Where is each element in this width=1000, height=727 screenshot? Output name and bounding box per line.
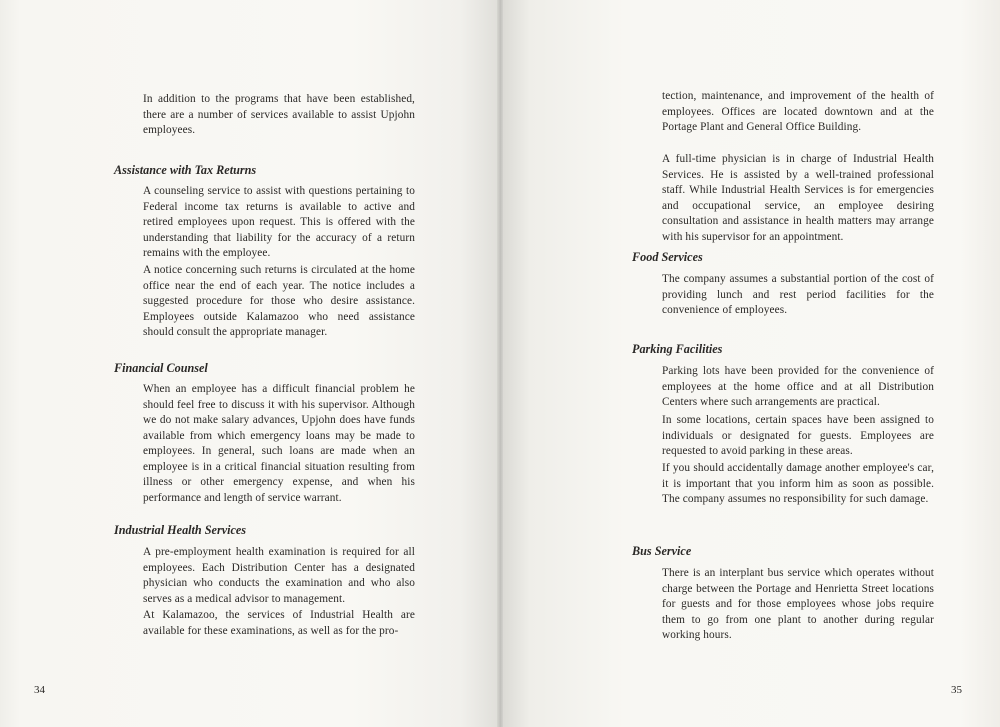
book-gutter: [497, 0, 503, 727]
tax-returns-paragraph-1: A counseling service to assist with questions pertaining to Federal income tax returns is available to active and retired employees upon request. This is offered with the understanding that liability for the accuracy of a return remains with the employee.: [143, 185, 415, 259]
parking-paragraph-2: In some locations, certain spaces have been assigned to individuals or designated for guests. Employees are requested to avoid parking in these areas.: [662, 414, 934, 457]
tax-returns-heading: Assistance with Tax Returns: [114, 163, 257, 177]
parking-facilities-heading: Parking Facilities: [632, 342, 723, 356]
industrial-health-heading: Industrial Health Services: [114, 523, 247, 537]
industrial-health-paragraph-4: A full-time physician is in charge of Industrial Health Services. He is assisted by a well-trained professional staff. While Industrial Health Services is for emergencies and occupational service, an employee desiring consultation and assistance in health matters may arrange with his supervisor for an appointment.: [662, 153, 934, 243]
food-services-paragraph: The company assumes a substantial portion of the cost of providing lunch and rest period facilities for the convenience of employees.: [662, 273, 934, 316]
intro-paragraph: In addition to the programs that have been established, there are a number of services available to assist Upjohn employees.: [143, 93, 415, 136]
page-number-right: 35: [951, 684, 962, 696]
bus-service-paragraph: There is an interplant bus service which operates without charge between the Portage and Henrietta Street locations for guests and for those employees whose jobs require them to go from one plant to another during regular working hours.: [662, 567, 934, 641]
food-services-heading: Food Services: [632, 250, 703, 264]
right-page: [500, 0, 1000, 727]
financial-counsel-heading: Financial Counsel: [114, 361, 208, 375]
parking-paragraph-3: If you should accidentally damage another employee's car, it is important that you inform him as soon as possible. The company assumes no responsibility for such damage.: [662, 462, 934, 505]
tax-returns-paragraph-2: A notice concerning such returns is circulated at the home office near the end of each year. The notice includes a suggested procedure for those who desire assistance. Employees outside Kalamazoo who need assistance should consult the appropriate manager.: [143, 264, 415, 338]
parking-paragraph-1: Parking lots have been provided for the convenience of employees at the home office and at all Distribution Centers where such arrangements are practical.: [662, 365, 934, 408]
page-number-left: 34: [34, 684, 45, 696]
industrial-health-paragraph-2: At Kalamazoo, the services of Industrial Health are available for these examinations, as well as for the pro-: [143, 609, 415, 637]
industrial-health-paragraph-1: A pre-employment health examination is required for all employees. Each Distribution Center has a designated physician who conducts the examination and who also serves as a medical advisor to management.: [143, 546, 415, 605]
financial-counsel-paragraph: When an employee has a difficult financial problem he should feel free to discuss it with his supervisor. Although we do not make salary advances, Upjohn does have funds available from which emergency loans may be made to employees. In general, such loans are made when an employee is in a critical financial situation resulting from illness or other emergency expense, and when his performance and length of service warrant.: [143, 383, 415, 504]
bus-service-heading: Bus Service: [632, 544, 692, 558]
industrial-health-paragraph-3: tection, maintenance, and improvement of the health of employees. Offices are located downtown and at the Portage Plant and General Office Building.: [662, 90, 934, 133]
